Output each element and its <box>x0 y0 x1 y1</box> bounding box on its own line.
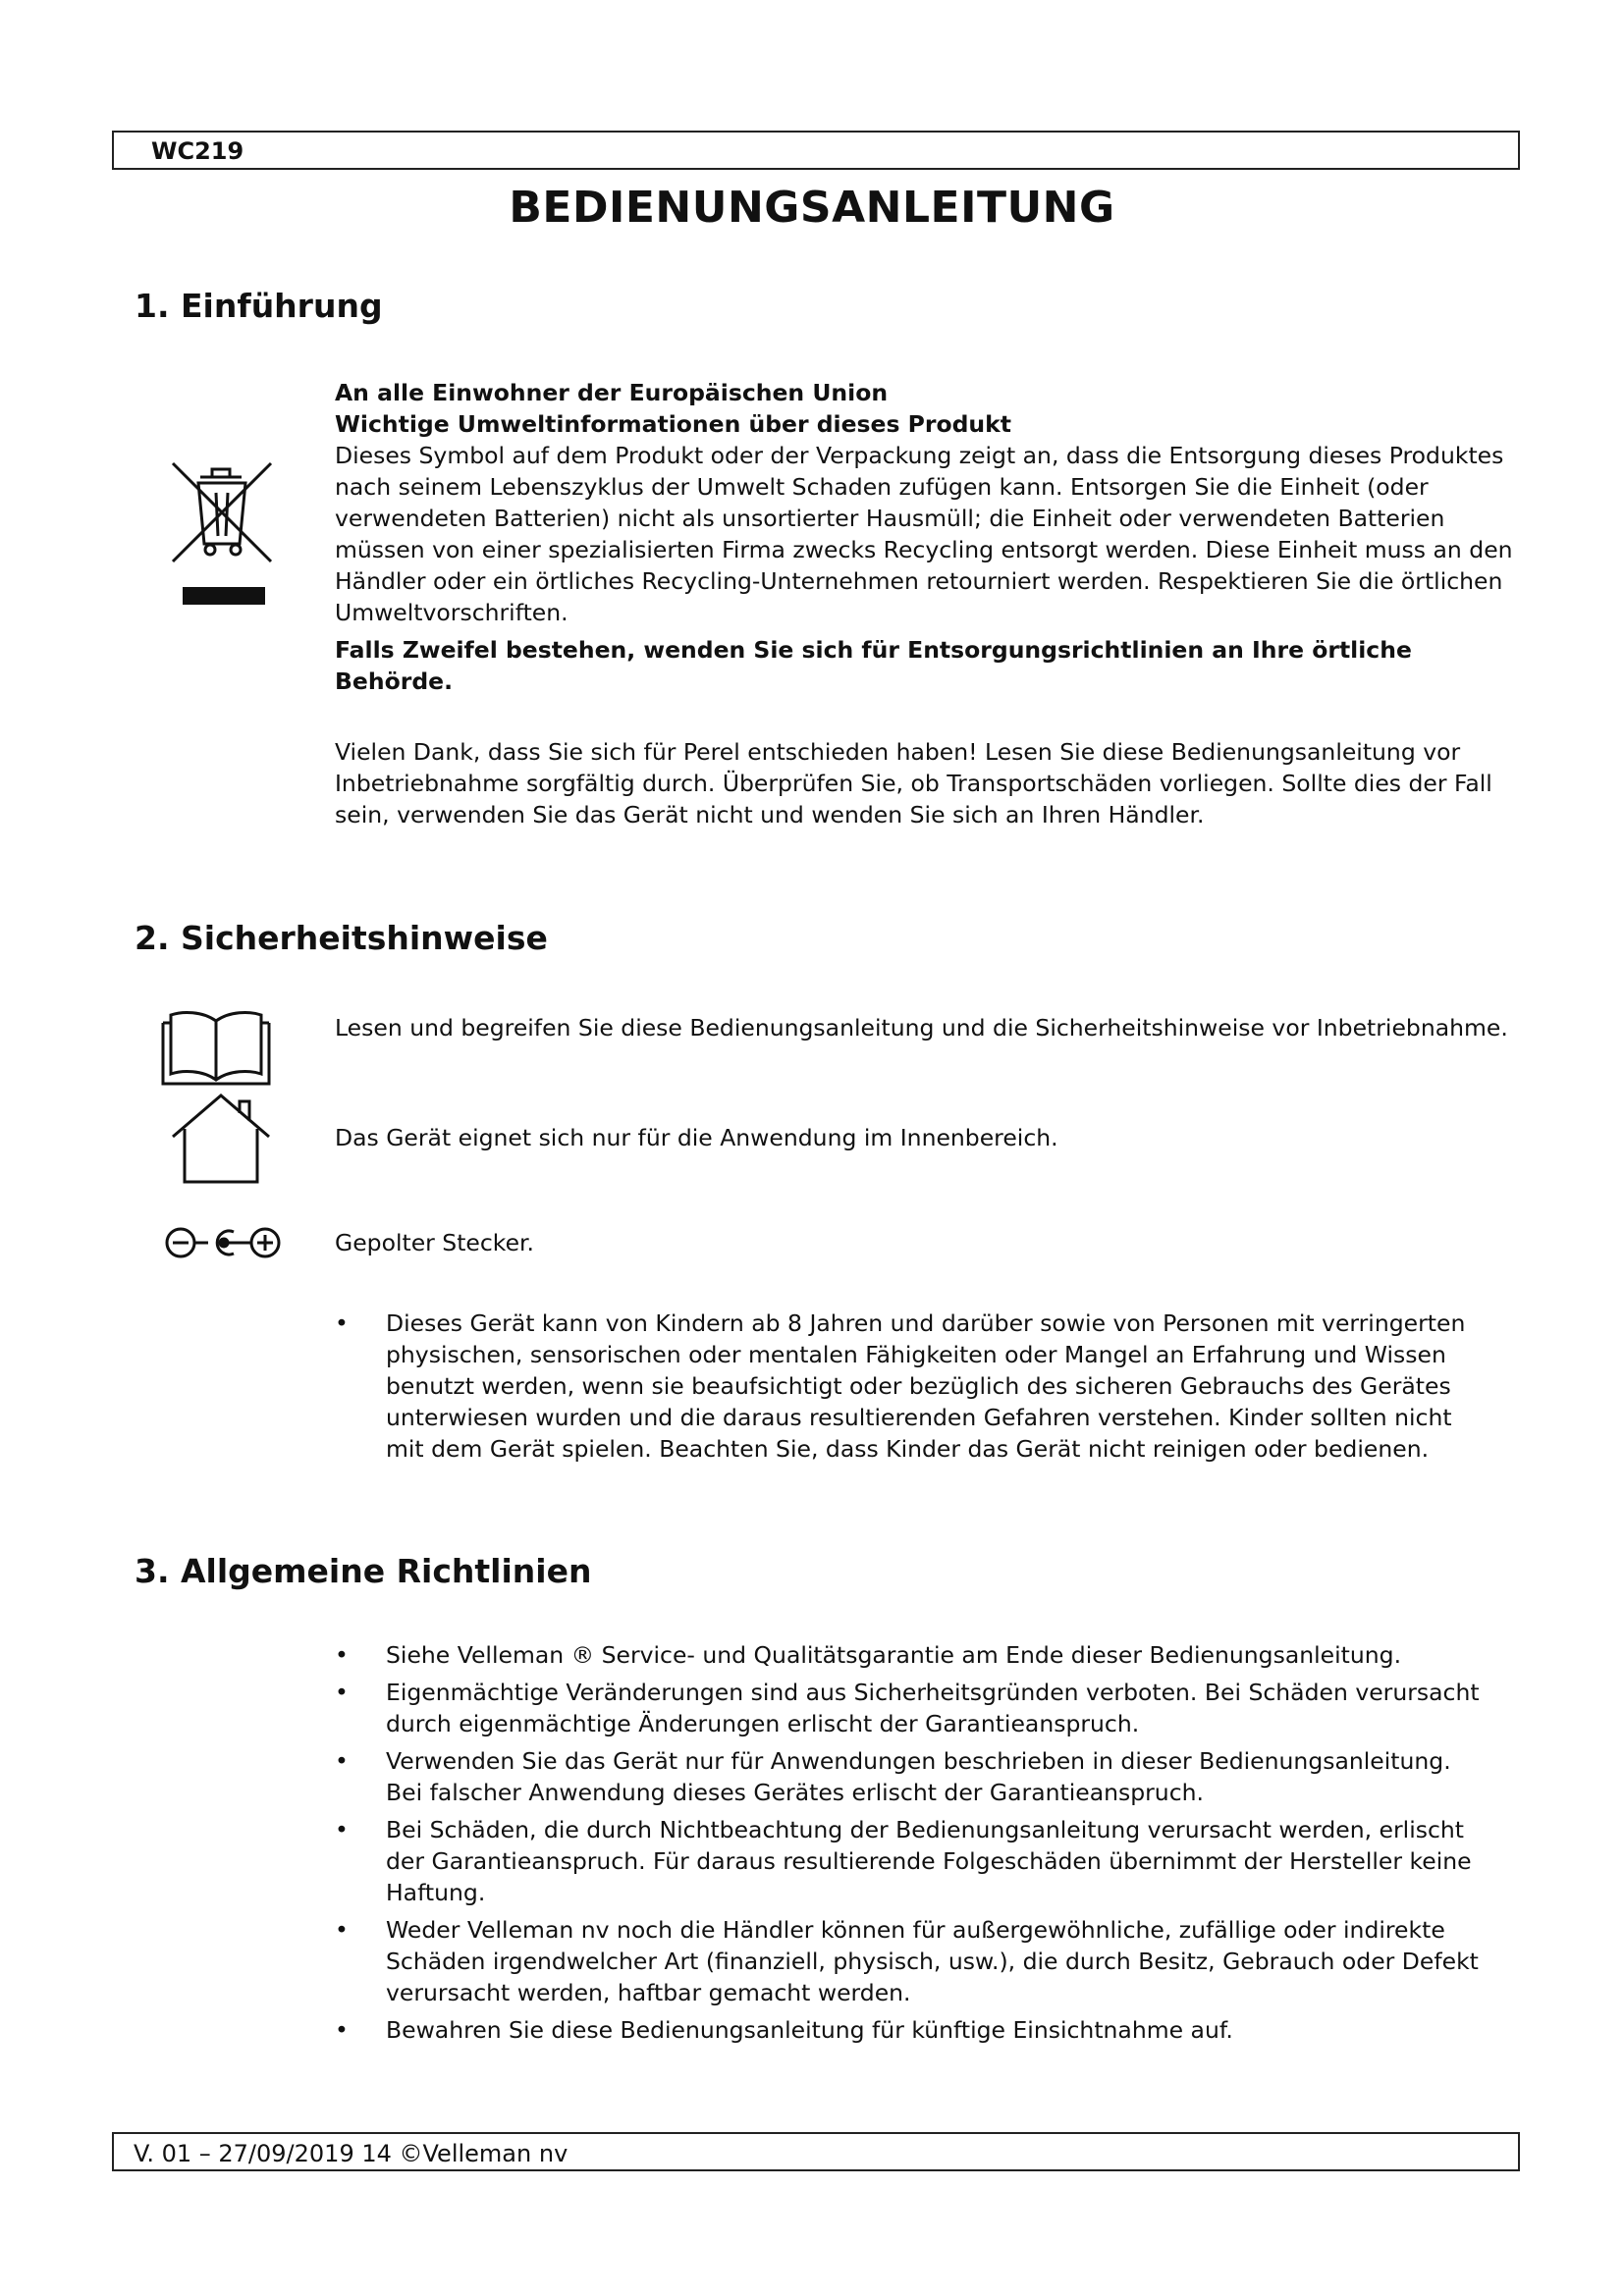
list-item: • Dieses Gerät kann von Kindern ab 8 Jahren und darüber sowie von Personen mit verringerten physischen, sensorischen oder mentalen Fähigkeiten oder Mangel an Erfahrung und Wissen benutzt werden, wenn sie beaufsichtigt oder bezüglich des sicheren Gebrauchs des Gerätes unterwiesen wurden und die daraus resultierenden Gefahren verstehen. Kinder sollten nicht mit dem Gerät spielen. Beachten Sie, dass Kinder das Gerät nicht reinigen oder bedienen. <box>335 1308 1484 1465</box>
safety-bullets <box>335 1308 1484 1470</box>
list-item: • Bewahren Sie diese Bedienungsanleitung für künftige Einsichtnahme auf. <box>335 2014 1493 2046</box>
polarity-icon <box>163 1225 285 1260</box>
general-bullets <box>335 1639 1493 2052</box>
house-icon <box>167 1092 275 1186</box>
book-icon <box>159 1005 273 1088</box>
list-item: • Eigenmächtige Veränderungen sind aus Sicherheitsgründen verboten. Bei Schäden verursacht durch eigenmächtige Änderungen erlischt der Garantieanspruch. <box>335 1677 1493 1739</box>
thanks-paragraph: Vielen Dank, dass Sie sich für Perel entschieden haben! Lesen Sie diese Bedienungsanleitung vor Inbetriebnahme sorgfältig durch. Überprüfen Sie, ob Transportschäden vorliegen. Sollte dies der Fall sein, verwenden Sie das Gerät nicht und wenden Sie sich an Ihren Händler. <box>335 738 1492 828</box>
safety-row-book-text: Lesen und begreifen Sie diese Bedienungsanleitung und die Sicherheitshinweise vor Inbetriebnahme. <box>335 1014 1508 1041</box>
weee-heading-1: An alle Einwohner der Europäischen Union <box>335 379 889 406</box>
footer-text: V. 01 – 27/09/2019 14 ©Velleman nv <box>134 2140 568 2167</box>
section-2-heading: 2. Sicherheitshinweise <box>135 919 548 957</box>
weee-heading-2: Wichtige Umweltinformationen über dieses Produkt <box>335 410 1012 438</box>
list-item: • Weder Velleman nv noch die Händler können für außergewöhnliche, zufällige oder indirekte Schäden irgendwelcher Art (finanziell, physisch, usw.), die durch Besitz, Gebrauch oder Defekt verursacht werden, haftbar gemacht werden. <box>335 1914 1493 2008</box>
header-box <box>112 131 1520 170</box>
weee-bin-icon <box>165 459 279 613</box>
list-item: • Verwenden Sie das Gerät nur für Anwendungen beschrieben in dieser Bedienungsanleitung. Bei falscher Anwendung dieses Gerätes erlischt der Garantieanspruch. <box>335 1745 1493 1808</box>
model-number: WC219 <box>151 137 244 165</box>
weee-bold-note: Falls Zweifel bestehen, wenden Sie sich für Entsorgungsrichtlinien an Ihre örtliche Behörde. <box>335 636 1412 695</box>
section-3-heading: 3. Allgemeine Richtlinien <box>135 1552 592 1590</box>
section-1-heading: 1. Einführung <box>135 287 383 325</box>
list-item: • Siehe Velleman ® Service- und Qualitätsgarantie am Ende dieser Bedienungsanleitung. <box>335 1639 1493 1671</box>
weee-text: Dieses Symbol auf dem Produkt oder der Verpackung zeigt an, dass die Entsorgung dieses Produktes nach seinem Lebenszyklus der Umwelt Schaden zufügen kann. Entsorgen Sie die Einheit (oder verwendeten Batterien) nicht als unsortierter Hausmüll; die Einheit oder verwendeten Batterien müssen von einer spezialisierten Firma zwecks Recycling entsorgt werden. Diese Einheit muss an den Händler oder ein örtliches Recycling-Unternehmen retourniert werden. Respektieren Sie die örtlichen Umweltvorschriften. <box>335 442 1513 626</box>
weee-block <box>335 377 1513 697</box>
footer-box <box>112 2132 1520 2171</box>
list-item: • Bei Schäden, die durch Nichtbeachtung der Bedienungsanleitung verursacht werden, erlischt der Garantieanspruch. Für daraus resultierende Folgeschäden übernimmt der Hersteller keine Haftung. <box>335 1814 1493 1908</box>
document-title: BEDIENUNGSANLEITUNG <box>509 183 1115 233</box>
safety-row-polarity-text: Gepolter Stecker. <box>335 1229 535 1256</box>
safety-row-house-text: Das Gerät eignet sich nur für die Anwendung im Innenbereich. <box>335 1124 1058 1151</box>
